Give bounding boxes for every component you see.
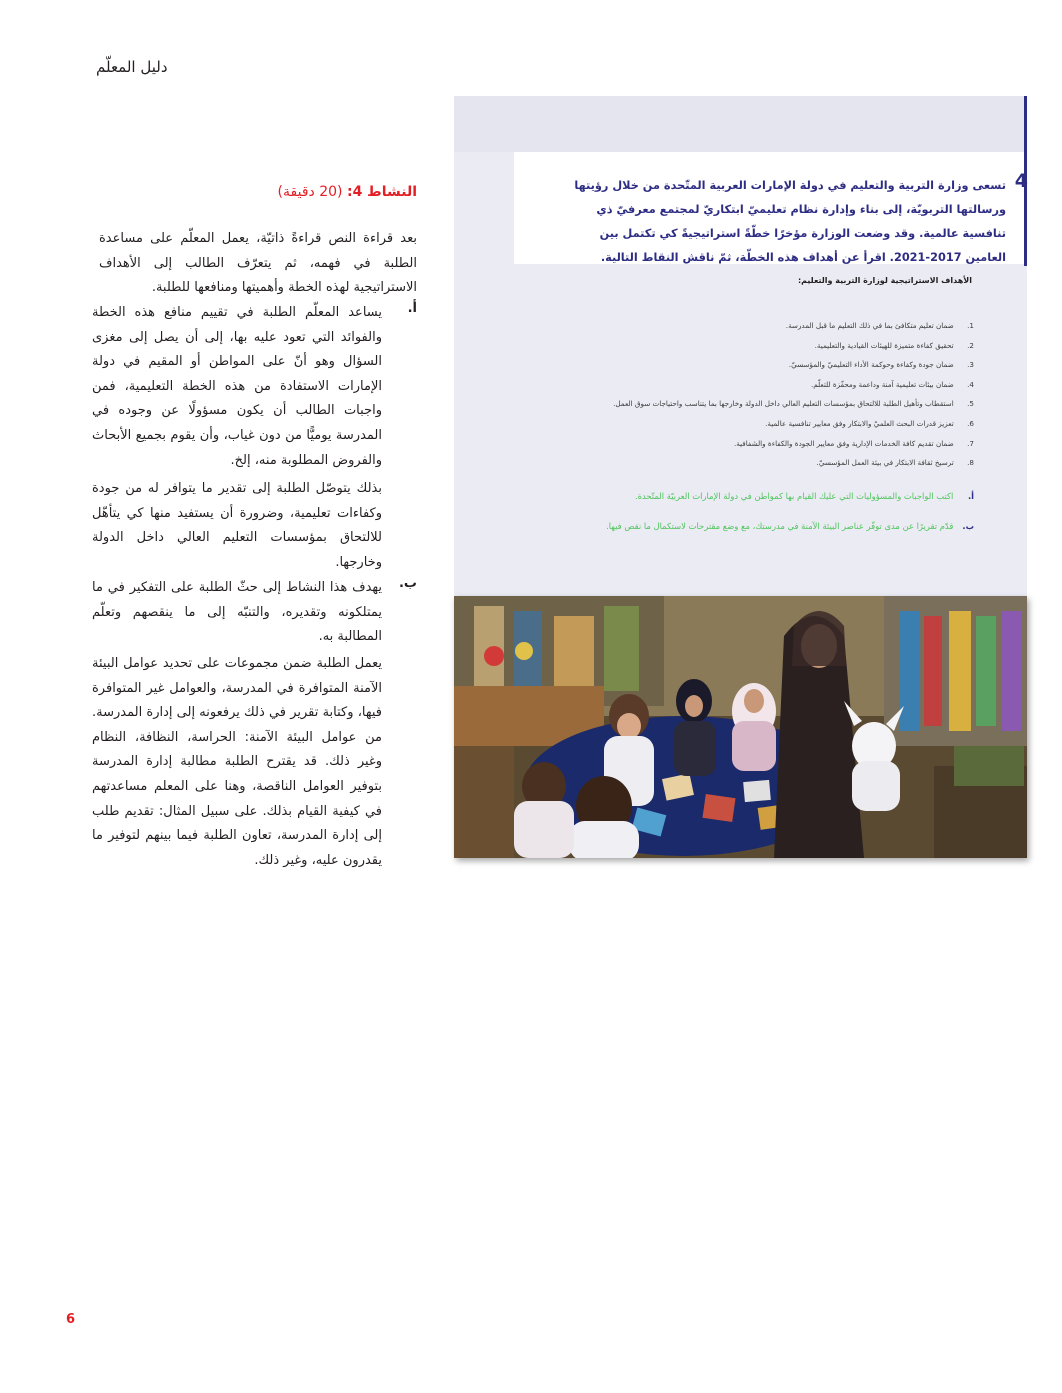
goal-item [534, 316, 974, 336]
goal-text: تحقيق كفاءة متميزة للهيئات القيادية والتعليمية. [814, 340, 954, 350]
item-b-text: يهدف هذا النشاط إلى حثّ الطلبة على التفكير في ما يمتلكونه وتقديره، والتنبّه إلى ما ينقصهم وتعلّم المطالبة به. [92, 580, 382, 645]
task-label: ب. [962, 521, 974, 531]
panel-top-band [454, 96, 1027, 152]
goal-text: ضمان بيئات تعليمية آمنة وداعمة ومحفّزة للتعلّم. [810, 379, 954, 389]
goal-text: تعزيز قدرات البحث العلميّ والابتكار وفق معايير تنافسية عالمية. [765, 418, 954, 428]
goal-number: 4. [967, 379, 974, 389]
item-b-continuation: يعمل الطلبة ضمن مجموعات على تحديد عوامل البيئة الآمنة المتوافرة في المدرسة، والعوامل غير المتوافرة فيها، وكتابة تقرير في ذلك يرفعونه إلى إدارة المدرسة. من عوامل البيئة الآمنة: الحراسة، النظافة، النظام وغير ذلك. قد يقترح الطلبة مطالبة إدارة المدرسة بتوفير العوامل الناقصة، وهنا على المعلم مساعدتهم في كيفية القيام بذلك. على سبيل المثال: تقديم طلب إلى إدارة المدرسة، تعاون الطلبة فيما بينهم لتوفير ما يقدرون عليه، وغير ذلك. [92, 656, 382, 868]
goal-text: استقطاب وتأهيل الطلبة للالتحاق بمؤسسات التعليم العالي داخل الدولة وخارجها بما يتناسب واحتياجات سوق العمل. [613, 399, 954, 409]
goal-number: 8. [967, 458, 974, 468]
goal-text: ترسيخ ثقافة الابتكار في بيئة العمل المؤسسيّ. [816, 458, 954, 468]
goals-heading: الأهداف الاستراتيجية لوزارة التربية والتعليم: [797, 276, 972, 285]
goal-text: ضمان تعليم متكافئ بما في ذلك التعليم ما قبل المدرسة. [785, 321, 954, 330]
activity-title [278, 184, 417, 200]
goal-number: 1. [967, 321, 974, 330]
question-text: تسعى وزارة التربية والتعليم في دولة الإمارات العربية المتّحدة من خلال رؤيتها ورسالتها التربويّة، إلى بناء وإدارة نظام تعليميّ ابتكاريّ لمجتمع معرفيّ ذي تنافسية عالمية. وقد وضعت الوزارة مؤخرًا خطّةً استراتيجيةً كي تكتمل بين العامين 2017-2021. اقرأ عن أهداف هذه الخطّة، ثمّ ناقش النقاط التالية. [574, 179, 1006, 264]
item-a-continuation: بذلك يتوصّل الطلبة إلى تقدير ما يتوافر له من جودة وكفاءات تعليمية، وضرورة أن يستفيد منها كي يتأهّل للالتحاق بمؤسسات التعليم العالي داخل الدولة وخارجها. [92, 481, 382, 570]
activity-duration: (20 دقيقة) [277, 184, 343, 200]
goals-list [534, 316, 974, 473]
activity-label: النشاط 4: [346, 184, 417, 200]
goal-number: 5. [967, 399, 974, 409]
goal-item [534, 414, 974, 434]
goal-item [534, 336, 974, 356]
task-item [514, 518, 974, 534]
goal-number: 7. [967, 438, 974, 448]
goal-text: ضمان جودة وكفاءة وحوكمة الأداء التعليميّ والمؤسسيّ. [788, 360, 954, 370]
goal-item [534, 453, 974, 473]
goal-item [534, 434, 974, 454]
task-label: أ. [967, 491, 974, 501]
goal-item [534, 375, 974, 395]
task-item [514, 488, 974, 504]
goal-item [534, 394, 974, 414]
goal-number: 6. [967, 418, 974, 428]
task-text: قدّم تقريرًا عن مدى توفّر عناصر البيئة الآمنة في مدرستك، مع وضع مقترحات لاستكمال ما نقص فيها. [606, 521, 954, 531]
item-a-text: يساعد المعلّم الطلبة في تقييم منافع هذه الخطة والفوائد التي تعود عليه بها، إلى أن يصل إلى مغزى السؤال وهو أنّ على المواطن أو المقيم في دولة الإمارات الاستفادة من هذه الخطة التعليمية، فمن واجبات الطالب أن يكون مسؤولًا عن وجوده في المدرسة يوميًّا من دون غياب، وأن يقوم بجميع الأبحاث والفروض المطلوبة منه، إلخ. [92, 305, 382, 468]
item-b-marker: ب. [398, 576, 417, 591]
goal-text: ضمان تقديم كافة الخدمات الإدارية وفق معايير الجودة والكفاءة والشفافية. [734, 438, 954, 448]
task-text: اكتب الواجبات والمسؤوليات التي عليك القيام بها كمواطن في دولة الإمارات العربيّة المتّحدة. [634, 491, 954, 501]
goal-item [534, 355, 974, 375]
goal-number: 2. [967, 340, 974, 350]
classroom-photo-illustration [454, 596, 1027, 858]
classroom-photo [454, 596, 1027, 858]
task-list [514, 488, 974, 548]
page-header-title: دليل المعلّم [96, 58, 168, 76]
goal-number: 3. [967, 360, 974, 370]
question-number: 4 [1014, 170, 1028, 192]
item-a-marker: أ. [407, 301, 417, 316]
page-number: 6 [66, 1312, 76, 1327]
activity-intro: بعد قراءة النص قراءةً ذاتيّة، يعمل المعلّم على مساعدة الطلبة في فهمه، ثم يتعرّف الطالب إلى الأهداف الاستراتيجية لهذه الخطة وأهميتها ومنافعها للطلبة. [99, 231, 417, 296]
